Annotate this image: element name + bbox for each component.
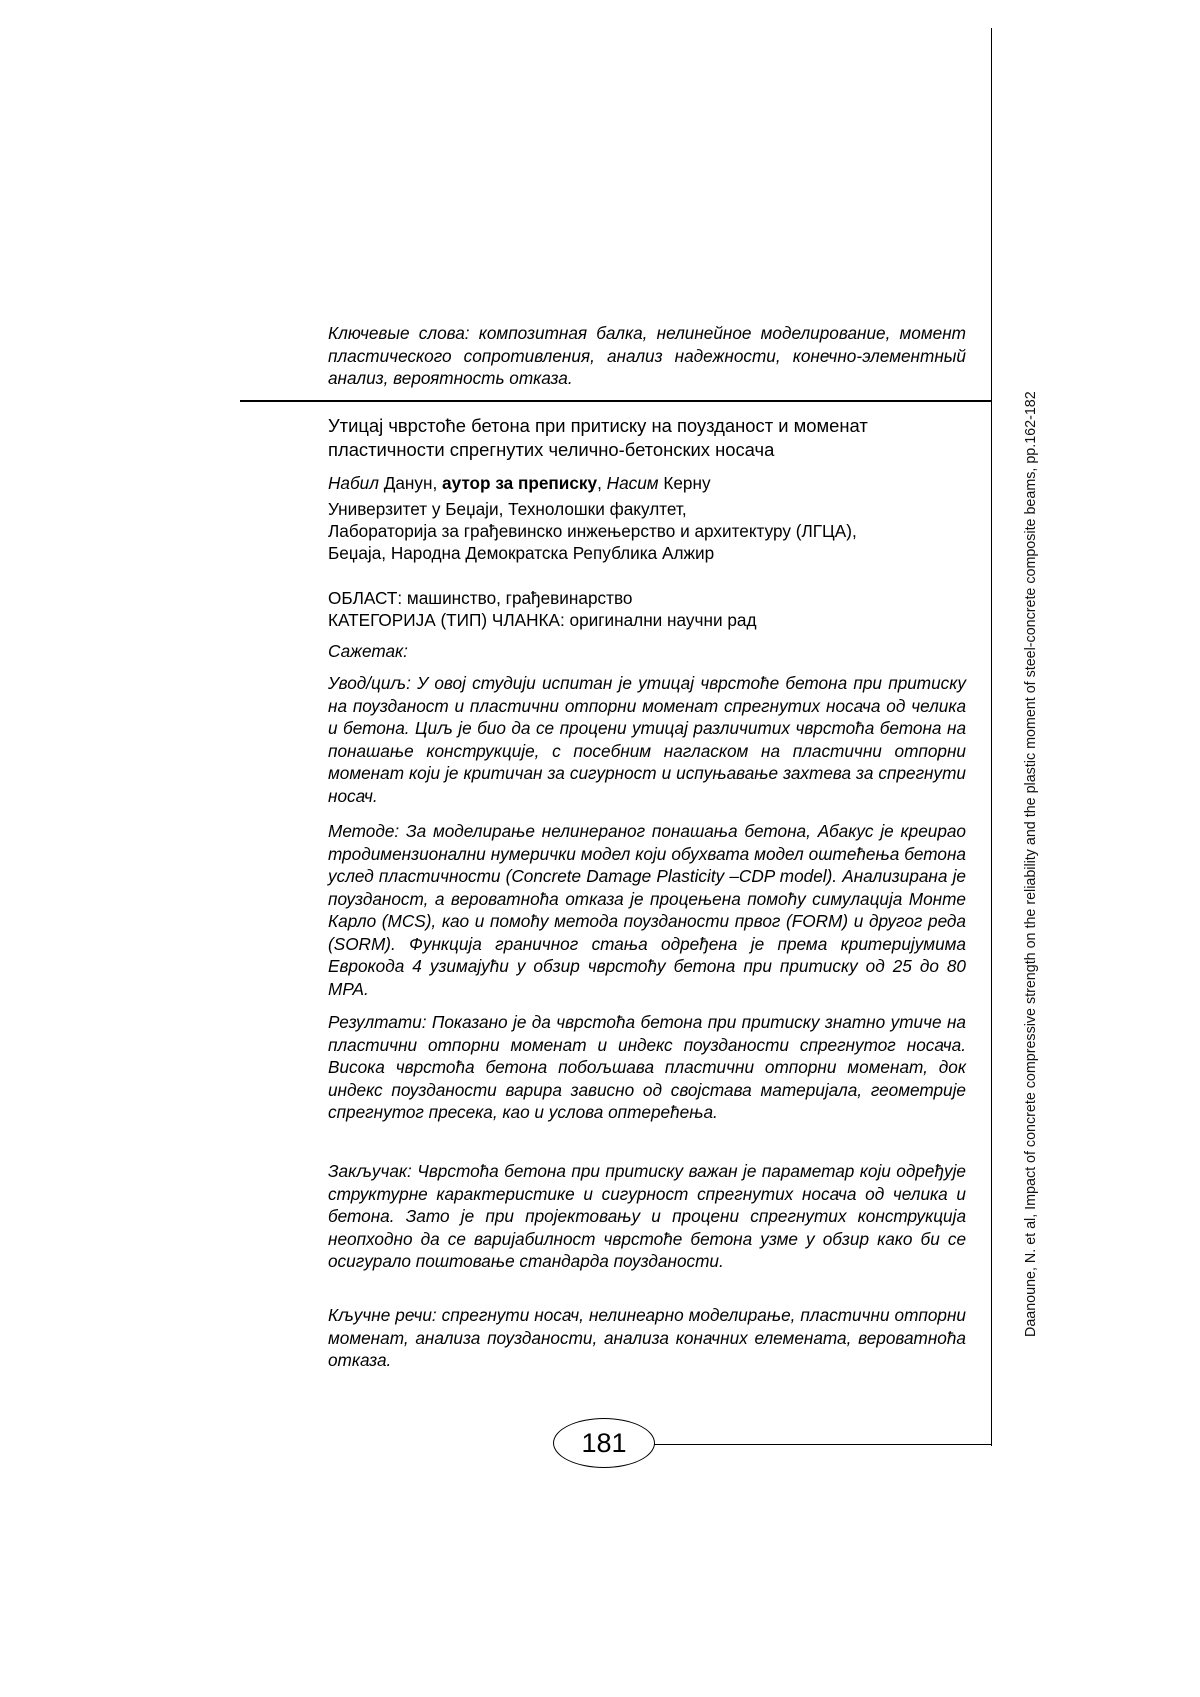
abstract-keywords: Кључне речи: спрегнути носач, нелинеарно моделирање, пластични отпорни моменат, анализа поузданости, анализа коначних елемената, вероватноћа отказа. xyxy=(328,1305,966,1370)
author-2-first-name: Насим xyxy=(606,473,659,493)
article-meta xyxy=(328,587,966,631)
affiliation-line: Универзитет у Беџаји, Технолошки факултет, xyxy=(328,499,687,519)
affiliation xyxy=(328,498,966,564)
article-title: Утицај чврстоће бетона при притиску на поузданост и моменат пластичности спрегнутих челично-бетонских носача xyxy=(328,415,868,460)
author-1-last-name: Данун, xyxy=(383,473,438,493)
field-line: ОБЛАСТ: машинство, грађевинарство xyxy=(328,588,633,608)
abstract-heading: Сажетак: xyxy=(328,641,408,661)
margin-vertical-rule xyxy=(991,28,992,1446)
page-number-text: 181 xyxy=(581,1427,627,1458)
affiliation-line: Беџаја, Народна Демократска Република Алжир xyxy=(328,543,715,563)
author-1-first-name: Набил xyxy=(328,473,379,493)
abstract-intro: Увод/циљ: У овој студији испитан је утицај чврстоће бетона при притиску на поузданост и пластични отпорни моменат спрегнутих носача од челика и бетона. Циљ је био да се процени утицај различитих чврстоћа бетона на понашање конструкције, с посебним нагласком на пластични отпорни моменат који је критичан за сигурност и испуњавање захтева за спрегнути носач. xyxy=(328,673,966,806)
category-line: КАТЕГОРИЈА (ТИП) ЧЛАНКА: оригинални научни рад xyxy=(328,610,757,630)
corresponding-author-note: аутор за преписку xyxy=(442,473,598,493)
abstract-results: Резултати: Показано је да чврстоћа бетона при притиску знатно утиче на пластични отпорни моменат и индекс поузданости спрегнутог носача. Висока чврстоћа бетона побољшава пластични отпорни моменат, док индекс поузданости варира зависно од својстава материјала, геометрије спрегнутог пресека, као и услова оптерећења. xyxy=(328,1012,966,1122)
abstract-conclusion: Закључак: Чврстоћа бетона при притиску важан је параметар који одређује структурне карактеристике и сигурност спрегнутих носача од челика и бетона. Зато је при пројектовању и процени спрегнутих конструкција неопходно да се варијабилност чврстоће бетона узме у обзир како би се осигурало поштовање стандарда поузданости. xyxy=(328,1161,966,1271)
author-2-last-name: Керну xyxy=(663,473,711,493)
section-divider xyxy=(240,400,991,402)
page-number xyxy=(553,1418,655,1468)
footer-rule xyxy=(652,1444,992,1445)
keywords-russian: Ключевые слова: композитная балка, нелинейное моделирование, момент пластического сопротивления, анализ надежности, конечно-элементный анализ, вероятность отказа. xyxy=(328,323,966,388)
affiliation-line: Лабораторија за грађевинско инжењерство и архитектуру (ЛГЦА), xyxy=(328,521,857,541)
abstract-methods: Методе: За моделирање нелинераног понашања бетона, Абакус је креирао тродимензионални нумерички модел који обухвата модел оштећења бетона услед пластичности (Concrete Damage Plasticity –CDP model). Анализирана је поузданост, а вероватноћа отказа је процењена помоћу симулација Монте Карло (MCS), као и помоћу метода поузданости првог (FORM) и другог реда (SORM). Функција граничног стања одређена је према критеријумима Еврокода 4 узимајући у обзир чврстоћу бетона при притиску од 25 до 80 MPA. xyxy=(328,821,966,999)
author-line xyxy=(328,472,966,494)
running-head: Daanoune, N. et al, Impact of concrete compressive strength on the reliability and the plastic moment of steel-concrete composite beams, pp.162-182 xyxy=(1023,391,1039,1337)
author-separator: , xyxy=(597,473,602,493)
